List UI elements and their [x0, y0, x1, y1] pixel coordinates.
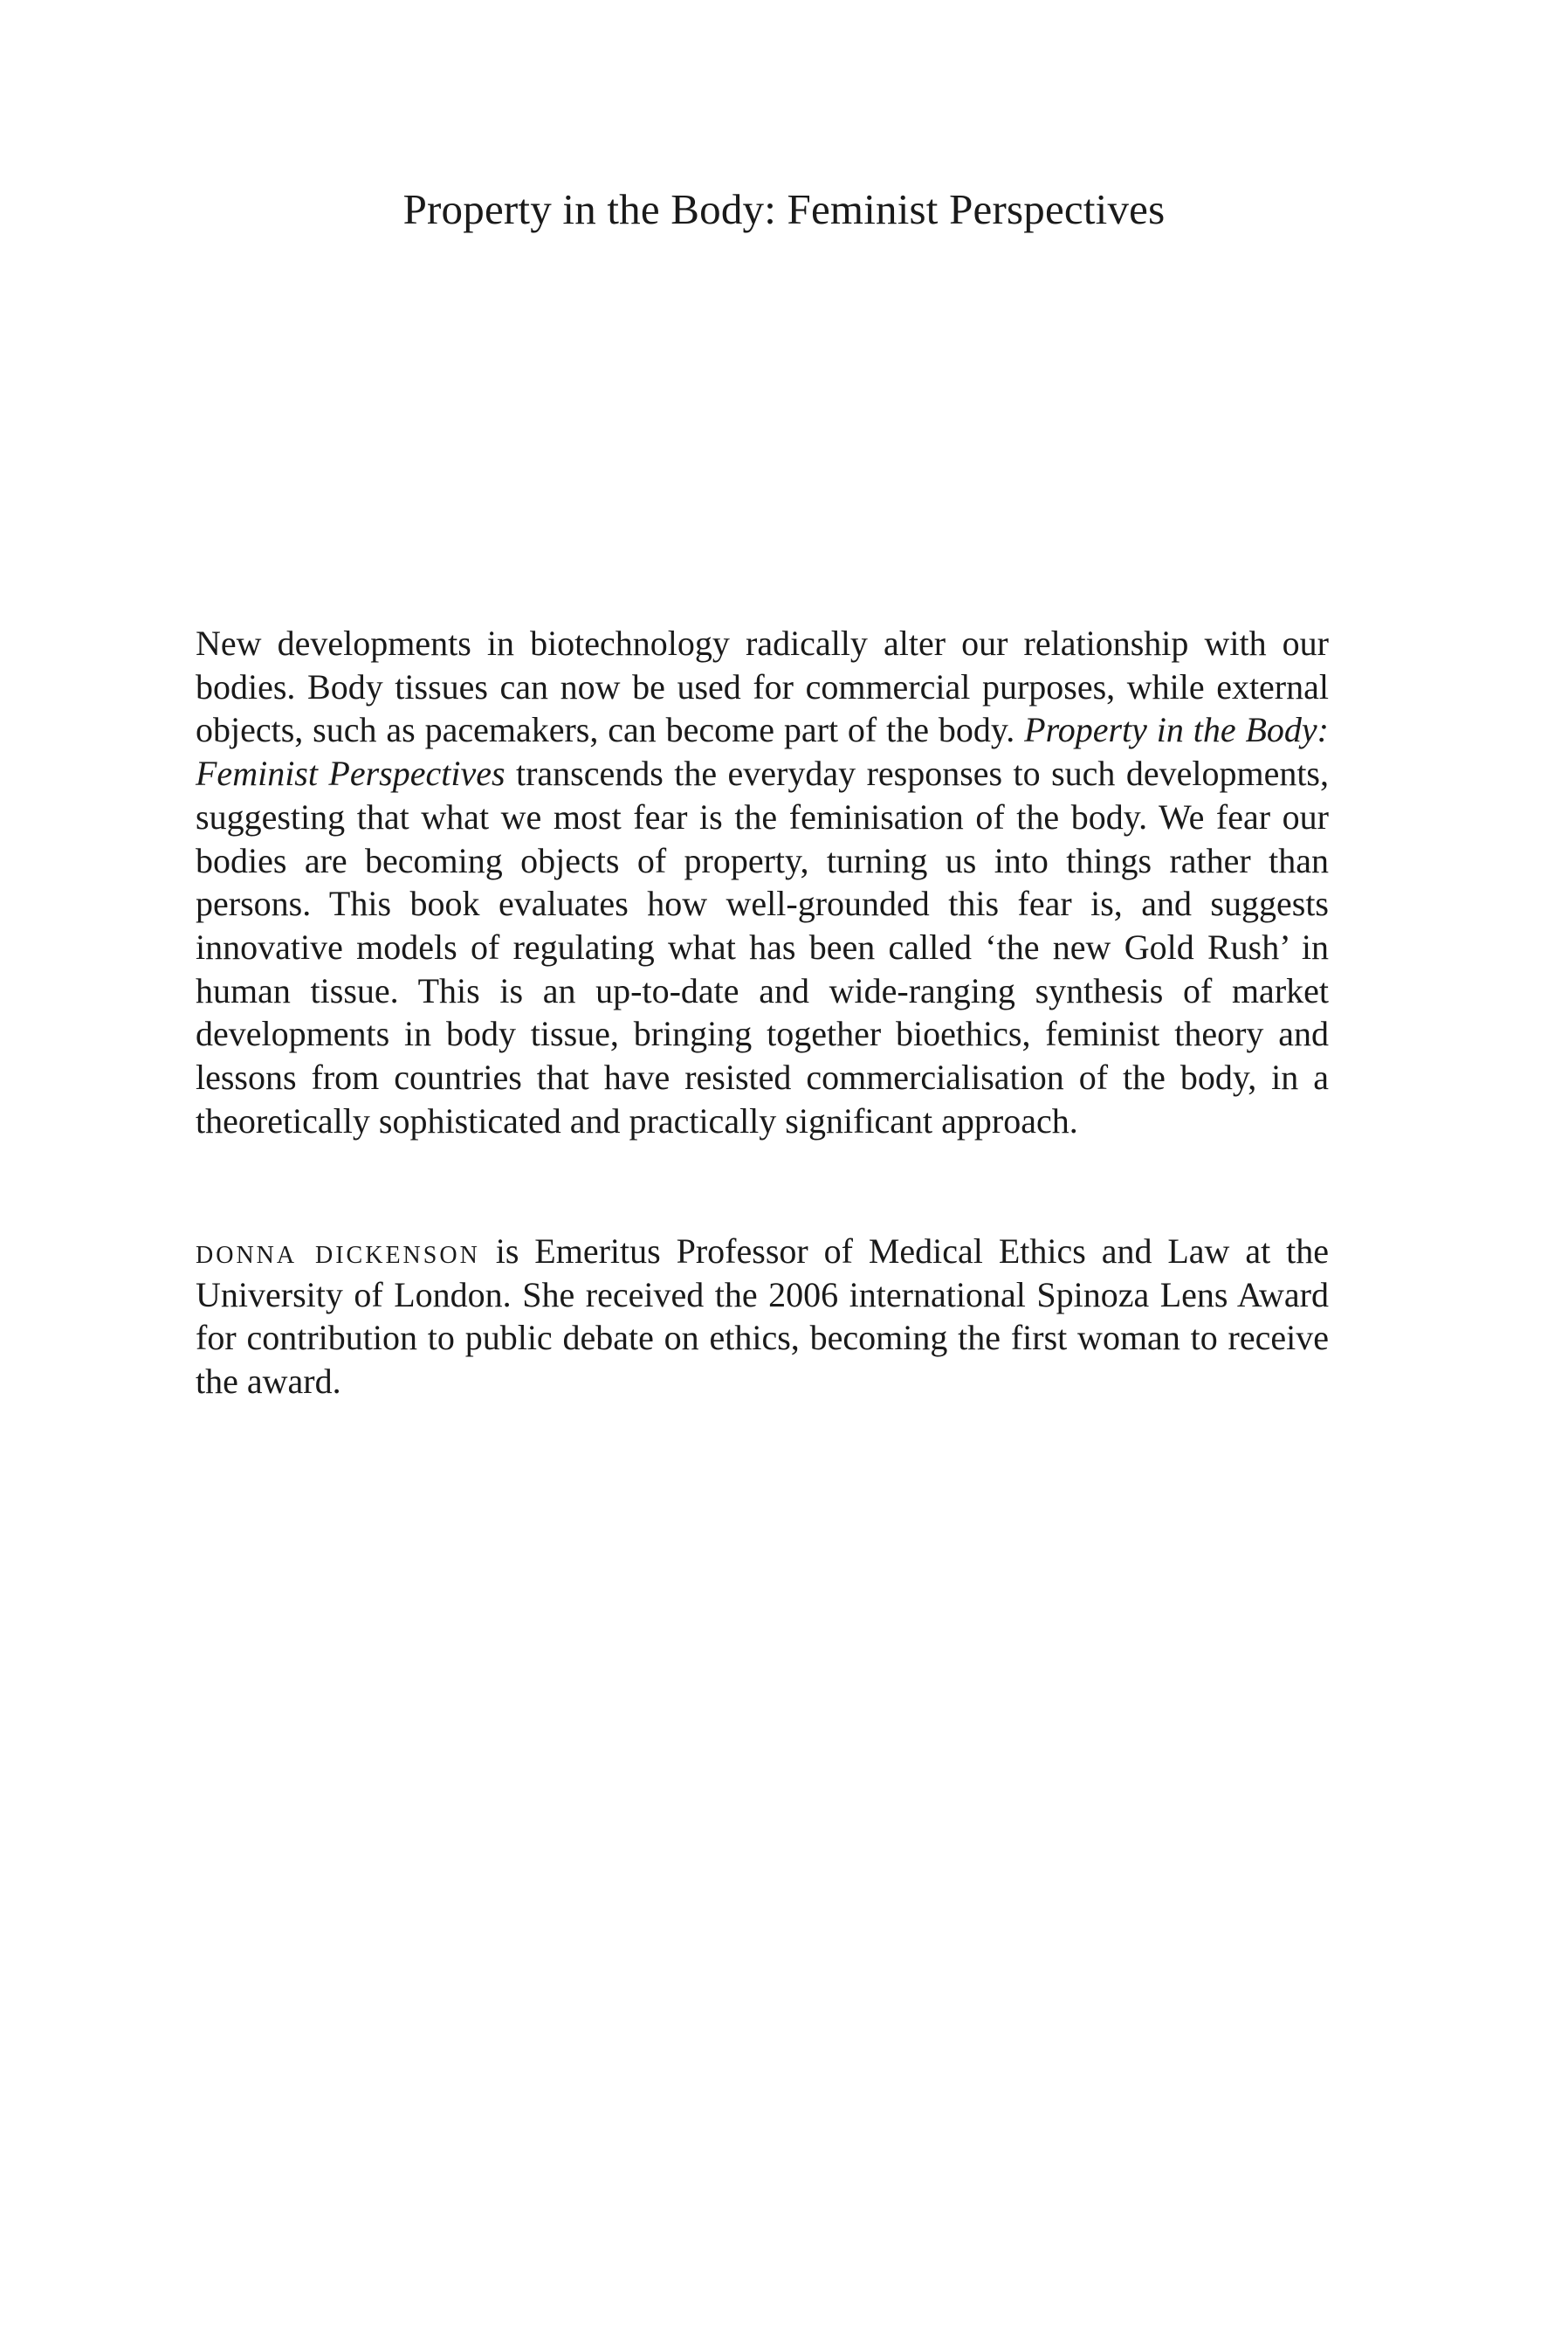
author-bio: [196, 1230, 1329, 1403]
description-book-title: Property in the Body: Feminist Perspectives: [196, 710, 1329, 794]
book-description: [196, 622, 1329, 1142]
author-bio-text: is Emeritus Professor of Medical Ethics and Law at the University of London. She received the 2006 international Spinoza Lens Award for contribution to public debate on ethics, becoming the first woman to receive the award.: [196, 1231, 1329, 1402]
page-title: Property in the Body: Feminist Perspectives: [402, 185, 1166, 233]
author-name: donna dickenson: [196, 1231, 480, 1271]
description-text-intro: New developments in biotechnology radically alter our relationship with our bodies. Body tissues can now be used for commercial purposes, while external objects, such as pacemakers, can become part of the body.: [196, 624, 1329, 750]
description-text-body: transcends the everyday responses to such developments, suggesting that what we most fear is the feminisation of the body. We fear our bodies are becoming objects of property, turning us into things rather than persons. This book evaluates how well-grounded this fear is, and suggests innovative models of regulating what has been called ‘the new Gold Rush’ in human tissue. This is an up-to-date and wide-ranging synthesis of market developments in body tissue, bringing together bioethics, feminist theory and lessons from countries that have resisted commercialisation of the body, in a theoretically sophisticated and practically significant approach.: [196, 754, 1330, 1141]
